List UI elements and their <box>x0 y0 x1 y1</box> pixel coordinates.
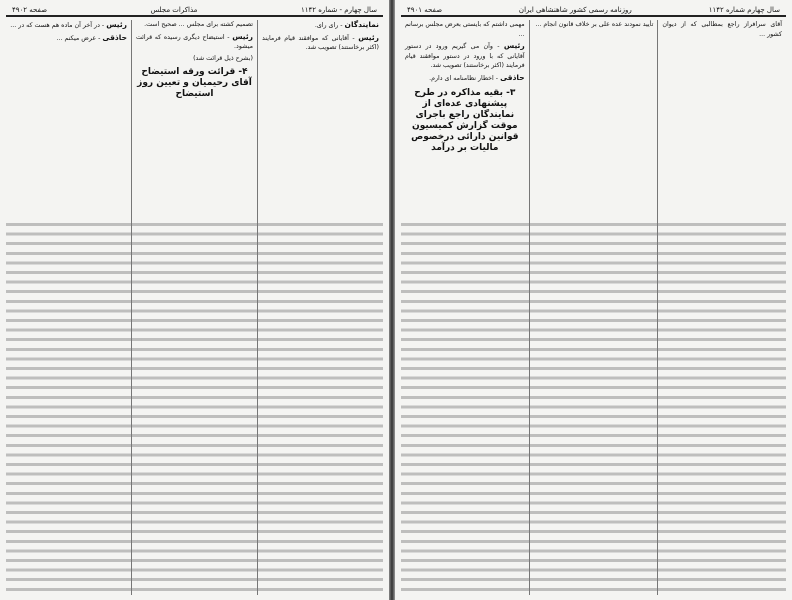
paragraph <box>534 20 654 30</box>
paragraph-text: رای رای. <box>314 22 339 29</box>
paragraph-text: عرض میکنم ... <box>56 34 97 42</box>
text-column <box>257 20 383 595</box>
paragraph-text: در آخر آن ماده هم هست که در ... <box>10 22 100 29</box>
left-page-header <box>6 4 383 17</box>
paragraph: حاذقی - عرض میکنم ... <box>10 33 127 44</box>
paragraph-text: آقایانی که موافقند قیام فرمایند (اکثر برخاستند) تصویب شد. <box>262 34 379 52</box>
speaker-name: حاذقی <box>102 32 127 42</box>
paragraph: نمایندگان - رای رای. <box>262 20 379 31</box>
page-number: صفحه ۴۹۰۲ <box>12 5 48 14</box>
paragraph: حاذقی - اخطار نظامنامه ای دارم. <box>405 73 525 84</box>
speaker-name: رئیس <box>358 32 380 42</box>
text-column <box>657 20 786 595</box>
text-column <box>401 20 529 595</box>
right-page <box>395 0 792 600</box>
paragraph: رئیس - استیضاح دیگری رسیده که قرائت میشود. <box>136 31 254 51</box>
section-heading: ۳- بقیه مذاکره در طرح پیشنهادی عده‌ای از نمایندگان راجع باجرای موقت گزارش کمیسیون قوانین دارائی درخصوص مالیات بر درآمد <box>405 88 525 154</box>
paragraph-text: مهمی داشتم که بایستی بعرض مجلس برسانم ... <box>404 21 525 38</box>
section-heading: ۴- قرائت ورقه استیضاح آقای رحیمیان و تعیین روز استیضاح <box>137 67 252 100</box>
section-title: مذاکرات مجلس <box>150 5 198 14</box>
paragraph-text: (بشرح ذیل قرائت شد) <box>193 54 253 62</box>
speaker-name: رئیس <box>106 20 127 29</box>
issue-number: سال چهارم شماره ۱۱۴۲ <box>708 5 780 14</box>
speaker-name: حاذقی <box>500 72 525 82</box>
paragraph-text: اخطار نظامنامه ای دارم. <box>429 74 494 82</box>
issue-number: سال چهارم - شماره ۱۱۴۲ <box>300 5 377 14</box>
paragraph: رئیس - در آخر آن ماده هم هست که در ... <box>10 20 127 29</box>
paragraph <box>405 20 525 39</box>
page-number: صفحه ۴۹۰۱ <box>407 5 443 14</box>
paragraph-text: آقای سرافراز راجع بمطالبی که از دیوان کشور ... <box>662 21 782 38</box>
paragraph <box>662 20 782 39</box>
speaker-name: رئیس <box>232 31 254 41</box>
speaker-name: رئیس <box>503 41 525 51</box>
paragraph-text: استیضاح دیگری رسیده که قرائت میشود. <box>136 33 253 51</box>
paragraph-text: تصمیم کشته برای مجلس ... صحیح است. <box>144 21 253 28</box>
speaker-name: نمایندگان <box>344 20 379 29</box>
left-page <box>0 0 389 600</box>
text-column <box>529 20 658 595</box>
text-column <box>6 20 131 595</box>
paragraph-text: تأیید نمودند عده علی بر خلاف قانون انجام ... <box>535 21 654 28</box>
paragraph-text: وآن می گیریم ورود در دستور آقایانی که با ورود در دستور موافقند قیام فرمایند (اکثر برخاستند) تصویب شد. <box>404 43 525 70</box>
text-column <box>131 20 257 595</box>
right-page-header <box>401 4 786 17</box>
newspaper-title: روزنامه رسمی کشور شاهنشاهی ایران <box>518 5 632 14</box>
paragraph: رئیس - وآن می گیریم ورود در دستور آقایانی که با ورود در دستور موافقند قیام فرمایند (اکثر برخاستند) تصویب شد. <box>404 41 525 70</box>
paragraph <box>136 20 253 30</box>
paragraph <box>136 54 253 64</box>
paragraph: رئیس - آقایانی که موافقند قیام فرمایند (اکثر برخاستند) تصویب شد. <box>262 32 380 52</box>
